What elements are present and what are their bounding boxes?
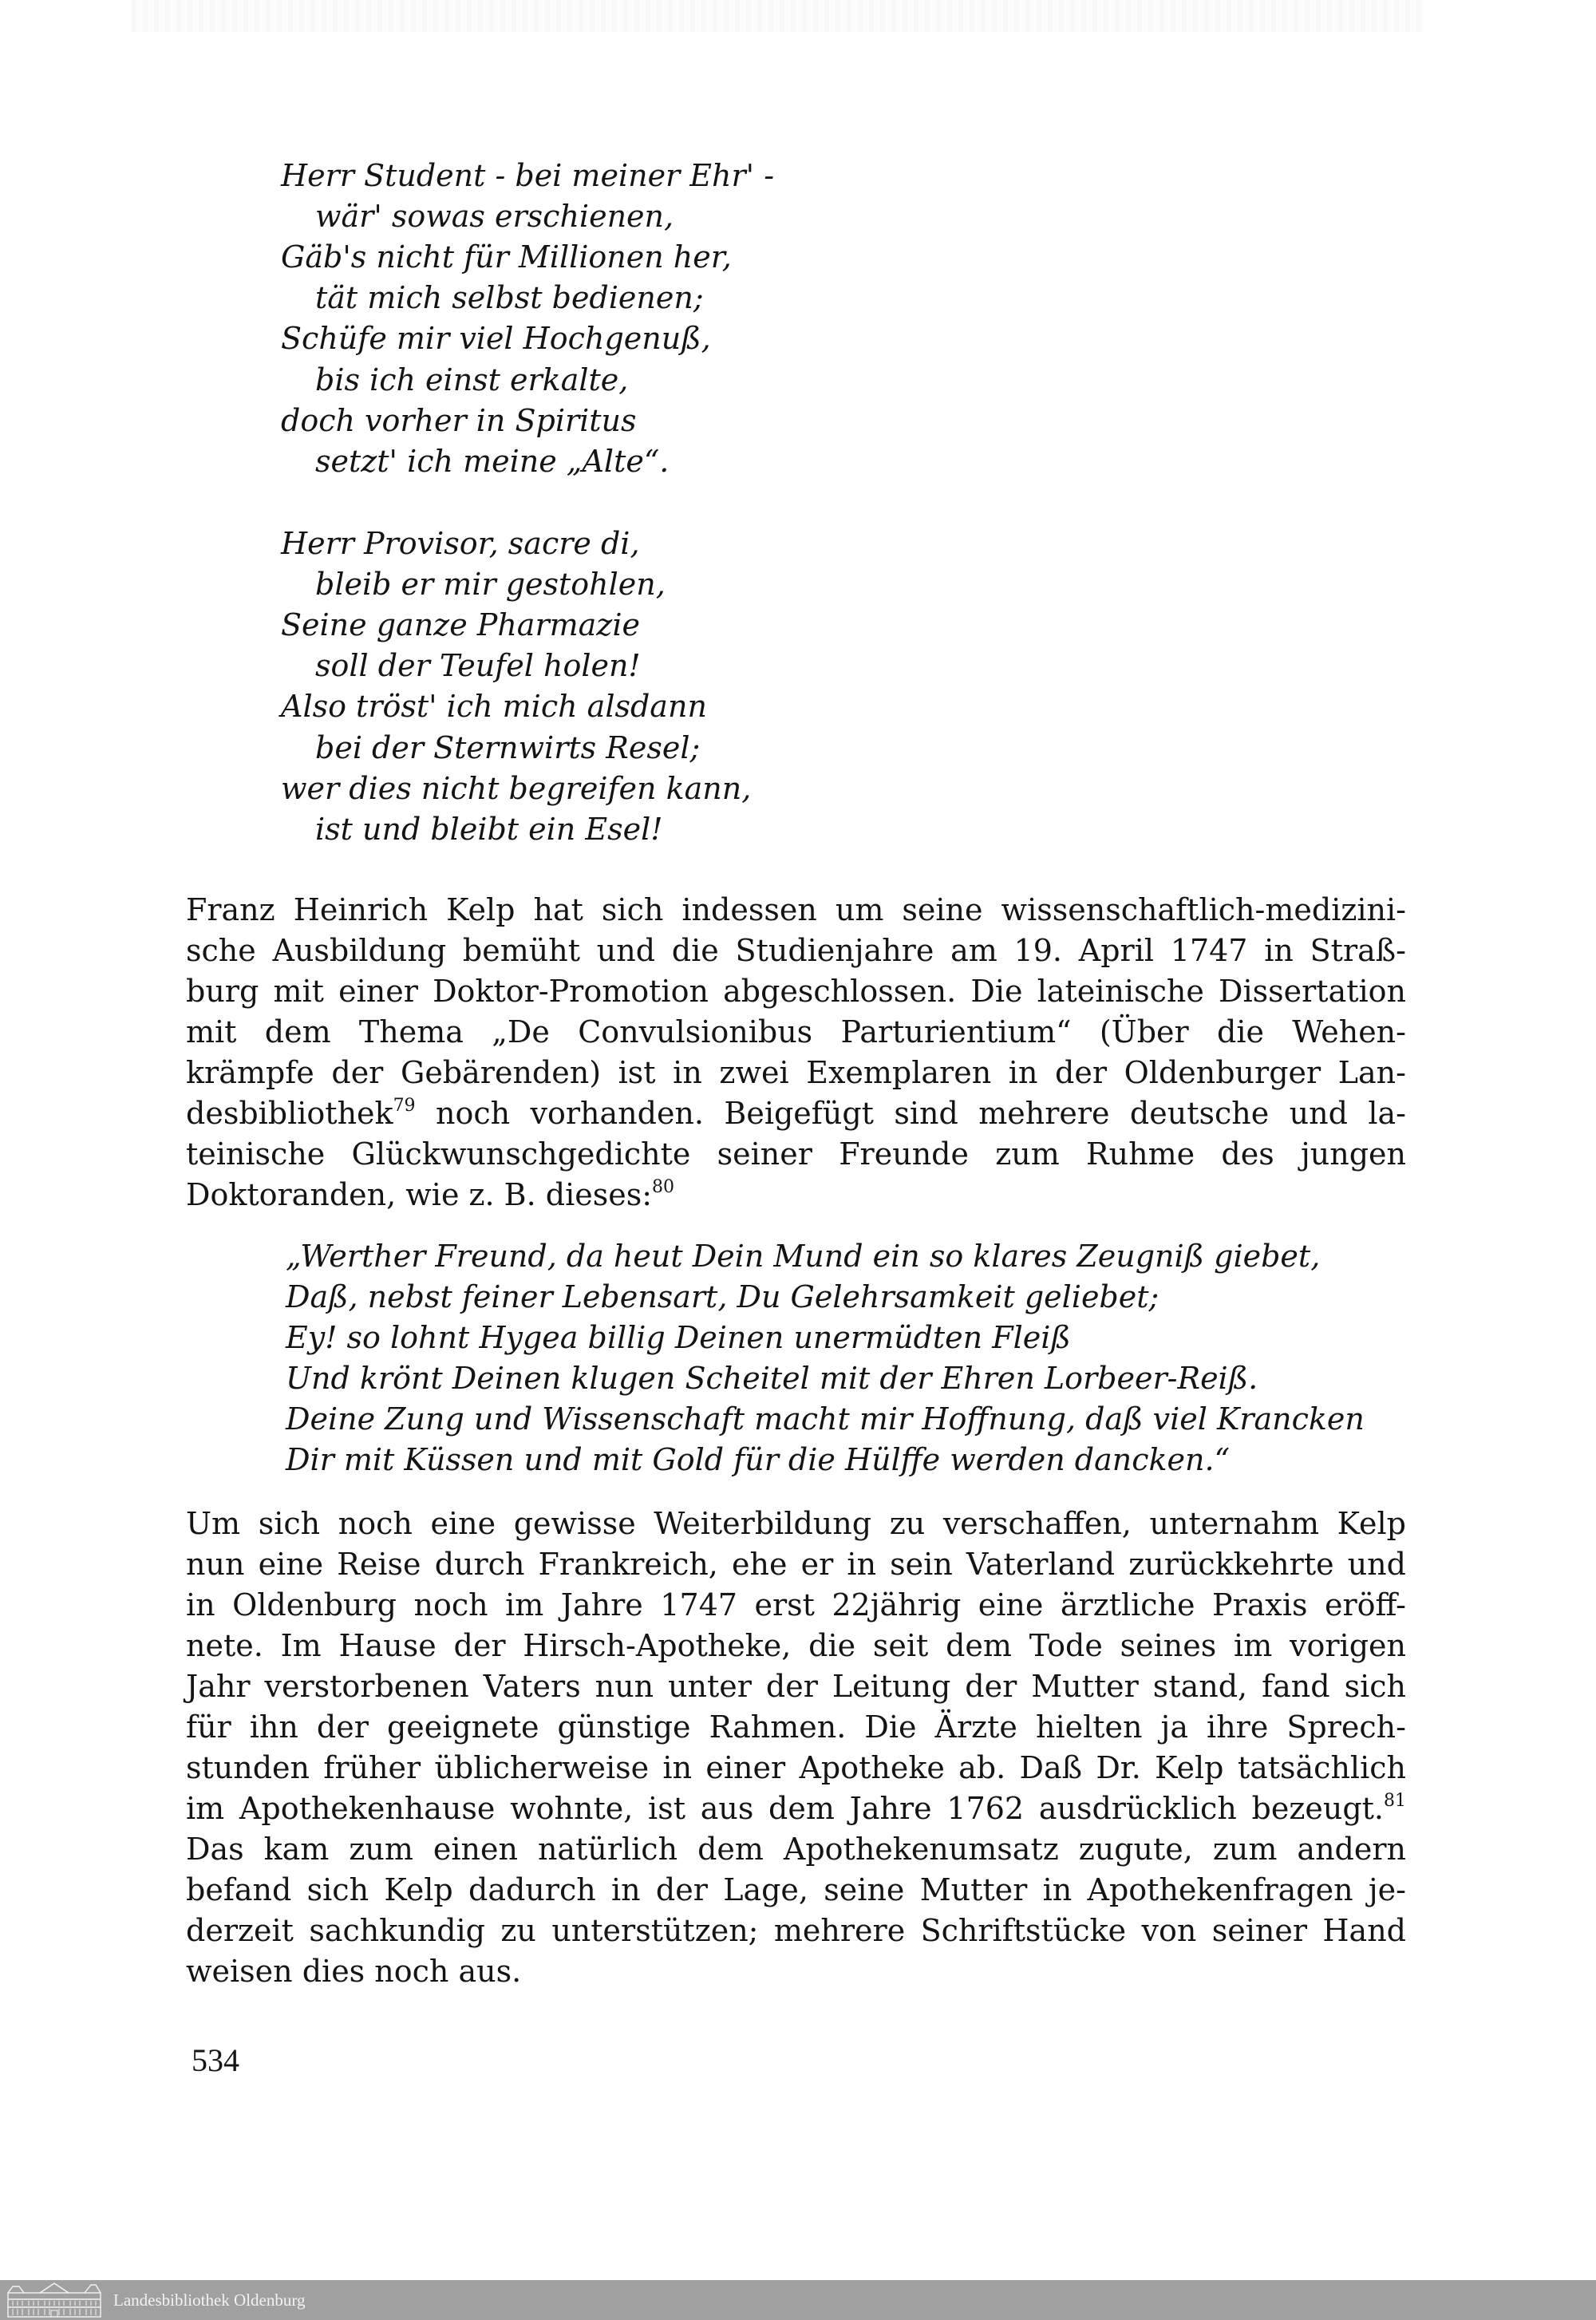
paragraph-line: in Oldenburg noch im Jahre 1747 erst 22jährig eine ärztliche Praxis eröff- [186,1587,1406,1622]
poem-line: doch vorher in Spiritus [281,403,637,438]
paragraph-line: teinische Glückwunschgedichte seiner Freunde zum Ruhme des jungen [186,1136,1406,1172]
quote-line: Daß, nebst feiner Lebensart, Du Gelehrsamkeit geliebet; [286,1279,1159,1314]
paragraph-line: burg mit einer Doktor-Promotion abgeschlossen. Die lateinische Dissertation [186,974,1406,1009]
quote-line: Dir mit Küssen und mit Gold für die Hülffe werden dancken.“ [286,1442,1231,1477]
poem-line: Seine ganze Pharmazie [281,607,640,642]
quote-line: Ey! so lohnt Hygea billig Deinen unermüdten Fleiß [286,1320,1071,1355]
paragraph-line: für ihn der geeignete günstige Rahmen. Die Ärzte hielten ja ihre Sprech- [186,1709,1406,1745]
quote-line: Und krönt Deinen klugen Scheitel mit der Ehren Lorbeer-Reiß. [286,1361,1258,1396]
poem-line: bei der Sternwirts Resel; [315,730,701,765]
library-name: Landesbibliothek Oldenburg [113,2290,306,2310]
poem-line: bis ich einst erkalte, [315,362,629,397]
paragraph-line: krämpfe der Gebärenden) ist in zwei Exemplaren in der Oldenburger Lan- [186,1055,1406,1090]
poem-line: ist und bleibt ein Esel! [315,812,663,847]
paragraph-line: Das kam zum einen natürlich dem Apothekenumsatz zugute, zum andern [186,1832,1406,1867]
footnote-ref-79[interactable]: 79 [393,1096,416,1116]
paragraph-line: nete. Im Hause der Hirsch-Apotheke, die seit dem Tode seines im vorigen [186,1628,1406,1663]
line-text: desbibliothek [186,1096,393,1131]
footnote-ref-80[interactable]: 80 [652,1177,675,1197]
poem-line: Herr Student - bei meiner Ehr' - [281,158,775,193]
paragraph-line: nun eine Reise durch Frankreich, ehe er in sein Vaterland zurückkehrte und [186,1547,1406,1582]
paragraph-line: Um sich noch eine gewisse Weiterbildung zu verschaffen, unternahm Kelp [186,1506,1406,1541]
poem-line: Gäb's nicht für Millionen her, [281,239,732,275]
line-text: Doktoranden, wie z. B. dieses: [186,1177,653,1212]
poem-line: bleib er mir gestohlen, [315,567,666,602]
poem-line: tät mich selbst bedienen; [315,280,704,315]
paragraph-line: stunden früher üblicherweise in einer Apotheke ab. Daß Dr. Kelp tatsächlich [186,1750,1406,1785]
paragraph-line: derzeit sachkundig zu unterstützen; mehrere Schriftstücke von seiner Hand [186,1913,1406,1948]
paragraph-line: sche Ausbildung bemüht und die Studienjahre am 19. April 1747 in Straß- [186,933,1406,968]
paragraph-line: mit dem Thema „De Convulsionibus Parturientium“ (Über die Wehen- [186,1014,1406,1049]
line-text: noch vorhanden. Beigefügt sind mehrere deutsche und la- [415,1096,1406,1131]
page-number: 534 [192,2042,239,2078]
library-footer-bar [0,2280,1596,2320]
paragraph-line: Franz Heinrich Kelp hat sich indessen um seine wissenschaftlich-medizini- [186,892,1406,927]
poem-line: soll der Teufel holen! [315,648,641,683]
footnote-ref-81[interactable]: 81 [1384,1791,1406,1811]
poem-line: wär' sowas erschienen, [315,199,674,234]
line-text: im Apothekenhause wohnte, ist aus dem Jahre 1762 ausdrücklich bezeugt. [186,1791,1384,1826]
paragraph-line [186,1093,1406,1134]
poem-line: setzt' ich meine „Alte“. [315,444,670,479]
paragraph-line: Jahr verstorbenen Vaters nun unter der Leitung der Mutter stand, fand sich [186,1669,1406,1704]
paragraph-line [186,1788,1406,1829]
quote-line: Deine Zung und Wissenschaft macht mir Hoffnung, daß viel Krancken [286,1401,1365,1437]
quote-line: „Werther Freund, da heut Dein Mund ein so klares Zeugniß giebet, [286,1239,1321,1274]
library-building-icon [5,2282,104,2318]
poem-line: wer dies nicht begreifen kann, [281,771,752,806]
paragraph-line: weisen dies noch aus. [186,1954,522,1989]
paragraph-line: befand sich Kelp dadurch in der Lage, seine Mutter in Apothekenfragen je- [186,1872,1406,1907]
poem-line: Herr Provisor, sacre di, [281,526,640,561]
poem-line: Also tröst' ich mich alsdann [281,689,707,724]
paragraph-line [186,1175,1406,1215]
poem-line: Schüfe mir viel Hochgenuß, [281,321,711,356]
